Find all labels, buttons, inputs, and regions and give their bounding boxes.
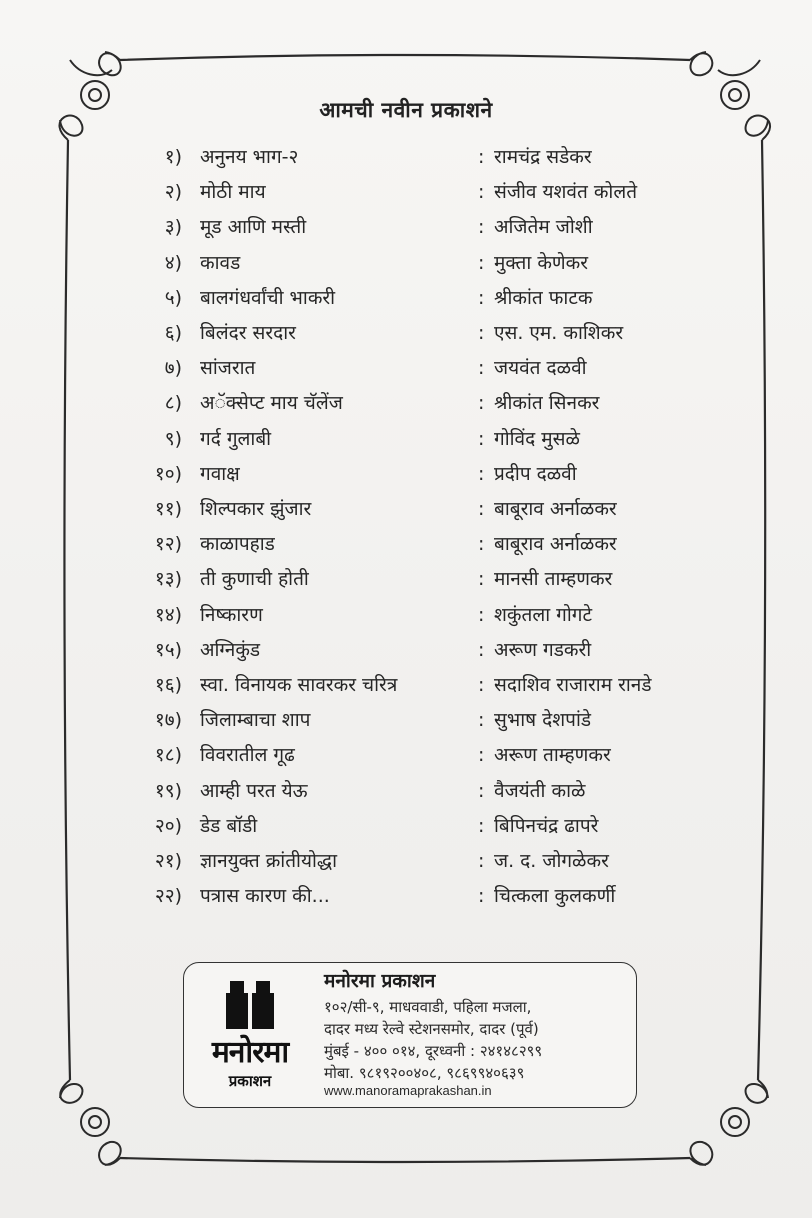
book-author: रामचंद्र सडेकर bbox=[494, 146, 592, 168]
book-list-item bbox=[0, 703, 812, 737]
separator-colon: : bbox=[478, 779, 485, 802]
book-list-item bbox=[0, 633, 812, 667]
book-title: डेड बॉडी bbox=[200, 814, 258, 837]
book-list-item bbox=[0, 422, 812, 456]
corner-ornament-bottom-left bbox=[60, 1080, 121, 1165]
separator-colon: : bbox=[478, 251, 485, 274]
book-list-item bbox=[0, 492, 812, 526]
book-title: काळापहाड bbox=[200, 533, 275, 556]
separator-colon: : bbox=[478, 181, 485, 204]
book-author: सदाशिव राजाराम रानडे bbox=[494, 674, 652, 696]
publisher-logo bbox=[194, 975, 306, 1095]
book-title: अग्निकुंड bbox=[200, 638, 261, 661]
book-list-item bbox=[0, 210, 812, 244]
book-title: निष्कारण bbox=[200, 603, 263, 626]
separator-colon: : bbox=[478, 533, 485, 556]
book-list-item bbox=[0, 879, 812, 913]
book-title: ज्ञानयुक्त क्रांतीयोद्धा bbox=[200, 850, 338, 872]
book-number: १९) bbox=[154, 779, 182, 802]
book-list-item bbox=[0, 668, 812, 702]
book-title: गवाक्ष bbox=[200, 462, 240, 485]
separator-colon: : bbox=[478, 462, 485, 485]
book-number: १) bbox=[164, 146, 182, 168]
book-author: सुभाष देशपांडे bbox=[494, 709, 592, 732]
book-author: अजितेम जोशी bbox=[494, 216, 593, 239]
book-title: बिलंदर सरदार bbox=[200, 322, 296, 344]
corner-ornament-bottom-right bbox=[690, 1080, 768, 1165]
book-author: वैजयंती काळे bbox=[494, 779, 586, 802]
book-author: गोविंद मुसळे bbox=[494, 427, 580, 450]
book-title: विवरातील गूढ bbox=[200, 744, 295, 767]
book-number: ४) bbox=[164, 251, 182, 274]
book-number: १६) bbox=[154, 674, 182, 696]
book-author: अरूण ताम्हणकर bbox=[494, 744, 611, 767]
book-title: जिलाम्बाचा शाप bbox=[200, 709, 311, 732]
separator-colon: : bbox=[478, 638, 485, 661]
book-number: २२) bbox=[154, 885, 182, 908]
book-author: संजीव यशवंत कोलते bbox=[494, 181, 638, 204]
separator-colon: : bbox=[478, 744, 485, 767]
logo-subtitle: प्रकाशन bbox=[228, 1072, 272, 1090]
book-author: बिपिनचंद्र ढापरे bbox=[494, 814, 599, 837]
book-list-item bbox=[0, 457, 812, 491]
book-number: २१) bbox=[154, 850, 182, 872]
mobile-numbers: मोबा. ९८१९२००४०८, ९८६९९४०६३९ bbox=[324, 1064, 525, 1082]
book-list-item bbox=[0, 386, 812, 420]
address-line-1: १०२/सी-९, माधववाडी, पहिला मजला, bbox=[324, 998, 532, 1016]
book-list-item bbox=[0, 774, 812, 808]
separator-colon: : bbox=[478, 814, 485, 837]
open-book-icon bbox=[222, 979, 278, 1035]
book-number: १०) bbox=[154, 462, 182, 485]
book-author: चित्कला कुलकर्णी bbox=[494, 885, 616, 908]
book-author: ज. द. जोगळेकर bbox=[494, 850, 609, 872]
book-title: अनुनय भाग-२ bbox=[200, 146, 299, 168]
book-title: सांजरात bbox=[200, 357, 256, 380]
book-title: अॅक्सेप्ट माय चॅलेंज bbox=[200, 392, 343, 415]
separator-colon: : bbox=[478, 357, 485, 380]
publisher-name: मनोरमा प्रकाशन bbox=[324, 970, 436, 992]
separator-colon: : bbox=[478, 392, 485, 415]
book-list-item bbox=[0, 281, 812, 315]
book-number: ९) bbox=[164, 427, 182, 450]
book-author: श्रीकांत सिनकर bbox=[494, 392, 600, 415]
book-list-item bbox=[0, 809, 812, 843]
book-number: ११) bbox=[154, 498, 182, 520]
separator-colon: : bbox=[478, 603, 485, 626]
book-author: जयवंत दळवी bbox=[494, 357, 587, 380]
separator-colon: : bbox=[478, 322, 485, 344]
book-list-item bbox=[0, 844, 812, 878]
book-title: मूड आणि मस्ती bbox=[200, 216, 307, 239]
book-number: ७) bbox=[164, 357, 182, 380]
book-author: बाबूराव अर्नाळकर bbox=[494, 498, 617, 520]
book-list-item bbox=[0, 738, 812, 772]
book-number: १४) bbox=[154, 603, 182, 626]
book-number: ३) bbox=[164, 216, 182, 239]
book-title: मोठी माय bbox=[200, 181, 266, 204]
book-list-item bbox=[0, 140, 812, 174]
logo-wordmark: मनोरमा bbox=[211, 1035, 289, 1070]
book-number: २) bbox=[164, 181, 182, 204]
book-list-item bbox=[0, 351, 812, 385]
book-number: २०) bbox=[154, 814, 182, 837]
address-line-3: मुंबई - ४०० ०१४, दूरध्वनी : २४१४८२९९ bbox=[324, 1042, 543, 1060]
address-line-2: दादर मध्य रेल्वे स्टेशनसमोर, दादर (पूर्व) bbox=[324, 1020, 539, 1038]
book-number: ५) bbox=[164, 286, 182, 309]
book-number: १५) bbox=[154, 638, 182, 661]
separator-colon: : bbox=[478, 216, 485, 239]
book-number: ८) bbox=[164, 392, 182, 415]
book-number: १७) bbox=[154, 709, 182, 732]
book-list-item bbox=[0, 316, 812, 350]
book-number: १३) bbox=[154, 568, 182, 591]
book-number: १२) bbox=[154, 533, 182, 556]
separator-colon: : bbox=[478, 850, 485, 872]
book-author: एस. एम. काशिकर bbox=[494, 322, 624, 344]
publisher-box bbox=[183, 962, 637, 1108]
book-author: बाबूराव अर्नाळकर bbox=[494, 533, 617, 556]
book-list-item bbox=[0, 598, 812, 632]
separator-colon: : bbox=[478, 286, 485, 309]
book-title: शिल्पकार झुंजार bbox=[200, 498, 312, 520]
book-title: बालगंधर्वांची भाकरी bbox=[200, 286, 336, 309]
book-author: मानसी ताम्हणकर bbox=[494, 568, 613, 591]
book-title: आम्ही परत येऊ bbox=[200, 779, 308, 802]
book-author: प्रदीप दळवी bbox=[494, 462, 577, 485]
book-title: गर्द गुलाबी bbox=[200, 427, 272, 450]
book-author: श्रीकांत फाटक bbox=[494, 286, 593, 309]
book-author: अरूण गडकरी bbox=[494, 638, 592, 661]
book-number: १८) bbox=[154, 744, 182, 767]
separator-colon: : bbox=[478, 568, 485, 591]
website-link[interactable]: www.manoramaprakashan.in bbox=[324, 1083, 492, 1098]
book-title: कावड bbox=[200, 251, 241, 274]
book-title: स्वा. विनायक सावरकर चरित्र bbox=[200, 674, 398, 696]
book-list-item bbox=[0, 246, 812, 280]
separator-colon: : bbox=[478, 885, 485, 908]
book-list-item bbox=[0, 175, 812, 209]
book-author: शकुंतला गोगटे bbox=[494, 603, 593, 626]
book-number: ६) bbox=[164, 322, 182, 344]
separator-colon: : bbox=[478, 674, 485, 696]
separator-colon: : bbox=[478, 146, 485, 168]
separator-colon: : bbox=[478, 709, 485, 732]
book-title: ती कुणाची होती bbox=[200, 568, 309, 591]
page-title: आमची नवीन प्रकाशने bbox=[319, 98, 493, 122]
book-title: पत्रास कारण की... bbox=[200, 885, 330, 908]
book-list-item bbox=[0, 562, 812, 596]
separator-colon: : bbox=[478, 498, 485, 520]
separator-colon: : bbox=[478, 427, 485, 450]
book-author: मुक्ता केणेकर bbox=[494, 251, 589, 274]
book-list-item bbox=[0, 527, 812, 561]
